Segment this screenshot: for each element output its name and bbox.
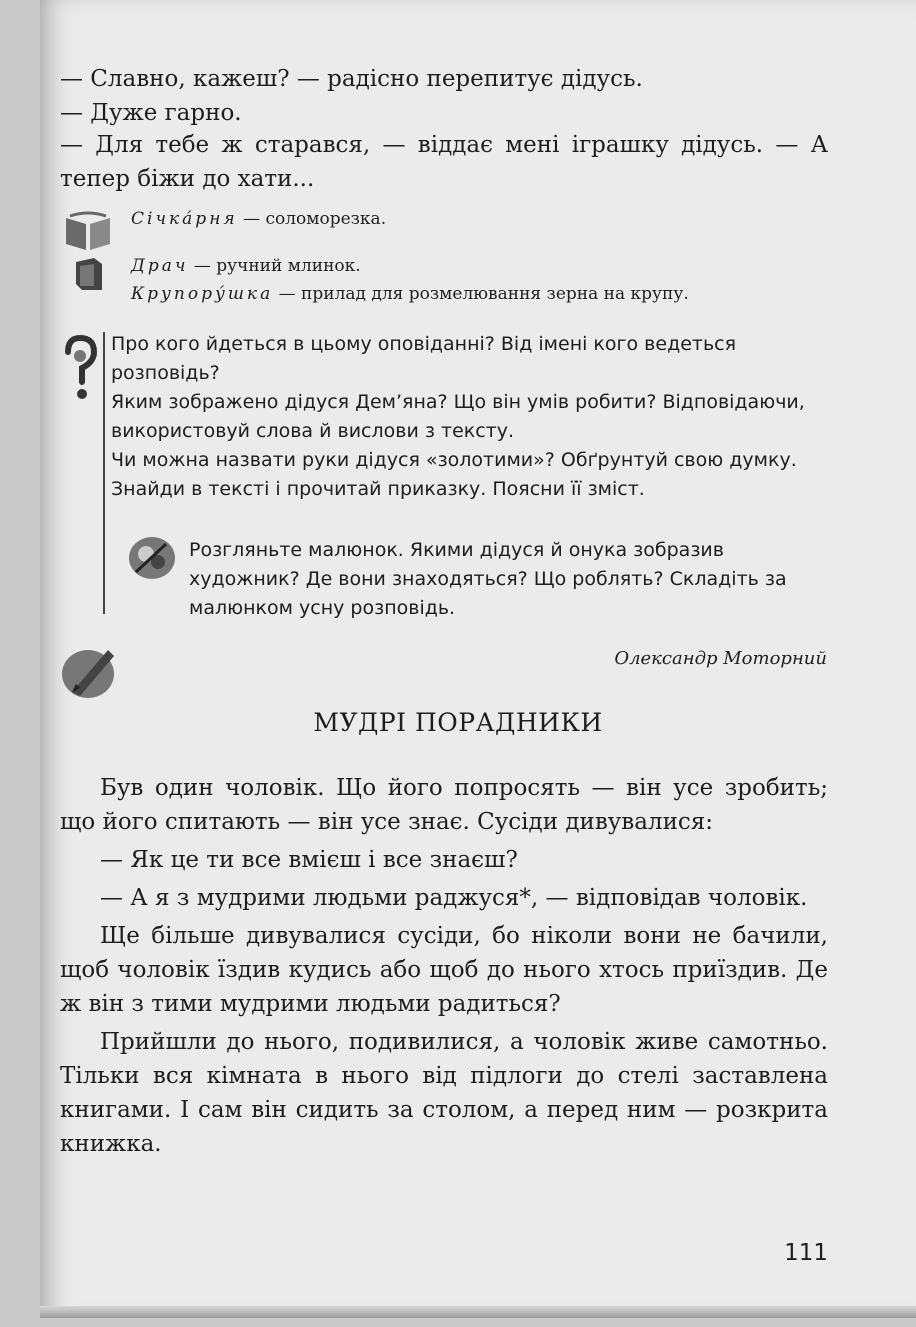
glossary-definition: — ручний млинок. <box>193 256 361 276</box>
question: Знайди в тексті і прочитай приказку. Поясни її зміст. <box>111 478 645 500</box>
glossary-entry <box>131 206 851 232</box>
glossary-term: Крупору́шка <box>131 284 274 304</box>
books-icon <box>60 210 116 256</box>
dialogue-line: — Дуже гарно. <box>60 100 242 126</box>
question: Про кого йдеться в цьому оповіданні? Від імені кого ведеться розповідь? <box>111 333 737 384</box>
story-paragraph: Прийшли до нього, подивилися, а чоловік живе самотньо. Тільки вся кімната в нього від підлоги до стелі заставлена книгами. І сам він сидить за столом, а перед ним — розкрита книжка. <box>60 1029 828 1157</box>
questions-divider <box>103 332 105 614</box>
pen-icon <box>58 640 122 706</box>
question: Чи можна назвати руки дідуся «золотими»? Обґрунтуй свою думку. <box>111 449 797 471</box>
glossary-entry <box>131 253 851 279</box>
story-paragraph: Був один чоловік. Що його попросять — він усе зробить; що його спитають — він усе знає. Сусіди дивувалися: <box>60 775 828 835</box>
story-text <box>60 771 828 1165</box>
book-icon <box>72 256 106 296</box>
glossary-definition: — прилад для розмелювання зерна на крупу. <box>278 284 689 304</box>
painting-icon <box>126 532 178 586</box>
author-signature: Олександр Моторний <box>614 648 827 669</box>
dialogue-line: — Для тебе ж старався, — віддає мені іграшку дідусь. — А тепер біжи до хати... <box>60 132 828 192</box>
page-number: 111 <box>784 1240 828 1266</box>
glossary-term: Січка́рня <box>131 209 238 229</box>
dialogue-line: — Славно, кажеш? — радісно перепитує дідусь. <box>60 66 643 92</box>
story-paragraph: — Як це ти все вмієш і все знаєш? <box>100 847 518 873</box>
story-paragraph: — А я з мудрими людьми раджуся*, — відповідав чоловік. <box>100 885 808 911</box>
question: Яким зображено дідуся Дем’яна? Що він умів робити? Відповідаючи, використовуй слова й вислови з тексту. <box>111 391 805 442</box>
glossary-term: Драч <box>131 256 189 276</box>
story-paragraph: Ще більше дивувалися сусіди, бо ніколи вони не бачили, щоб чоловік їздив кудись або щоб до нього хтось приїздив. Де ж він з тими мудрими людьми радиться? <box>60 923 828 1017</box>
glossary-definition: — соломорезка. <box>243 209 387 229</box>
picture-task: Розгляньте малюнок. Якими дідуся й онука зобразив художник? Де вони знаходяться? Що роблять? Складіть за малюнком усну розповідь. <box>189 539 787 619</box>
story-title: МУДРІ ПОРАДНИКИ <box>313 708 603 737</box>
glossary-entry <box>131 281 851 307</box>
